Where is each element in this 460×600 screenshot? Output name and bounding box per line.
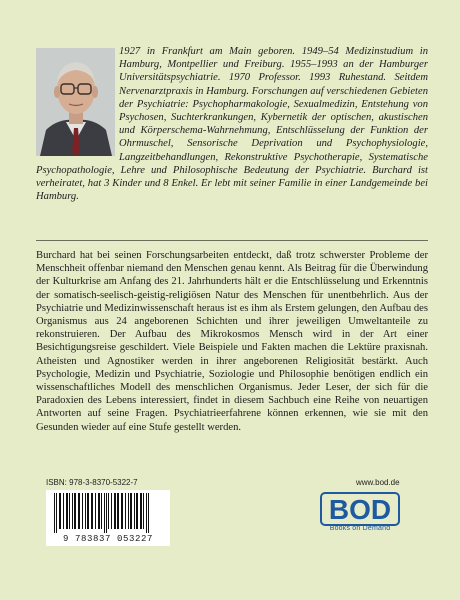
barcode-bar [134,493,135,529]
barcode-bar [121,493,123,529]
barcode-bar [56,493,57,533]
barcode-number: 9 783837 053227 [62,534,153,544]
author-biography [36,45,428,203]
barcode-bar [106,493,107,533]
barcode-bar [117,493,119,529]
barcode-bar [72,493,73,529]
barcode-bar [63,493,64,529]
barcode-bar [54,493,55,533]
bod-logo-icon [320,492,400,526]
author-biography-text: 1927 in Frankfurt am Main geboren. 1949–54 Medizinstudium in Hamburg, Montpellier und Freiburg. 1955–1993 an der Hamburger Universitätspsychiatrie. 1970 Professor. 1993 Ruhestand. Seitdem Nervenarztpraxis in Hamburg. Forschungen auf verschiedenen Gebieten der Psychiatrie: Psychopharmakologie, Sexualmedizin, Entstehung von Psychosen, Suchterkrankungen, Kybernetik der optischen, akustischen und Körperschema-Wahrnehmung, Entschlüsselung der Funktion der Ohrmuschel, Sensorische Deprivation und Psychophysiologie, Langzeitbehandlungen, Rekonstruktive Psychotherapie, Systematische Psychopathologie, Lehre und Philosophische Bedeutung der Psychiatrie. Burchard ist verheiratet, hat 3 Kinder und 8 Enkel. Er lebt mit seiner Familie in einer Landgemeinde bei Hamburg. [36,46,428,203]
barcode-bar [74,493,76,529]
barcode-bar [146,493,147,533]
barcode-bar [140,493,142,529]
barcode-bar [85,493,86,529]
barcode-bar [111,493,112,529]
section-divider [36,240,428,241]
barcode-bar [125,493,126,529]
book-description: Burchard hat bei seinen Forschungsarbeiten entdeckt, daß trotz schwerster Probleme der Menschheit offenbar niemand den Menschen genau kennt. Als Beitrag für die Überwindung der Kulturkrise am Anfang des 21. Jahrhunderts hält er die Entschlüsselung und Erkenntnis der somatisch-seelisch-geistig-religiösen Natur des Menschen für unentbehrlich. Aus der Psychiatrie und Medizinwissenschaft heraus ist es ihm als Erstem gelungen, den Aufbau des Organismus aus 24 angeborenen Schichten und ihrer jeweiligen Umweltanteile zu rekonstruieren. Der Aufbau des Mikrokosmos Mensch wird in der Art einer Besichtigungsreise geschildert. Viele Beispiele und Fakten machen die Lektüre praxisnah. Atheisten und Agnostiker werden in ihrer angeborenen Religiosität bestärkt. Auch Psychologie, Medizin und Psychiatrie, Soziologie und Philosophie benötigen endlich ein wissenschaftliches Modell des menschlichen Organismus. Jeder Leser, der sich für die Paradoxien des Lebens interessiert, findet in diesem Sachbuch eine Reihe von neuartigen Antworten auf seine Fragen. Psychiatrieerfahrene können erkennen, wie sie mit den Gesunden wieder auf eine Stufe gestellt werden. [36,250,428,433]
barcode-bar [143,493,144,529]
barcode-bar [148,493,149,533]
barcode-bar [82,493,83,529]
barcode-bar [78,493,80,529]
barcode-bar [87,493,89,529]
barcode-bar [108,493,109,529]
barcode-bar [128,493,129,529]
barcode-bar [69,493,70,529]
barcode-bar [136,493,138,529]
barcode-bar [98,493,100,529]
barcode-bar [101,493,102,529]
barcode-bar [104,493,105,533]
bod-logo-letters: BOD [328,494,392,525]
barcode-bars [50,493,166,533]
isbn-label: ISBN: 978-3-8370-5322-7 [46,478,138,487]
bod-tagline: Books on Demand [329,525,391,532]
barcode-bar [66,493,68,529]
barcode-bar [130,493,132,529]
publisher-url: www.bod.de [356,478,400,487]
barcode [46,490,170,546]
bod-logo [320,492,400,538]
barcode-bar [95,493,96,529]
barcode-bar [114,493,116,529]
barcode-bar [59,493,61,529]
barcode-bar [91,493,93,529]
